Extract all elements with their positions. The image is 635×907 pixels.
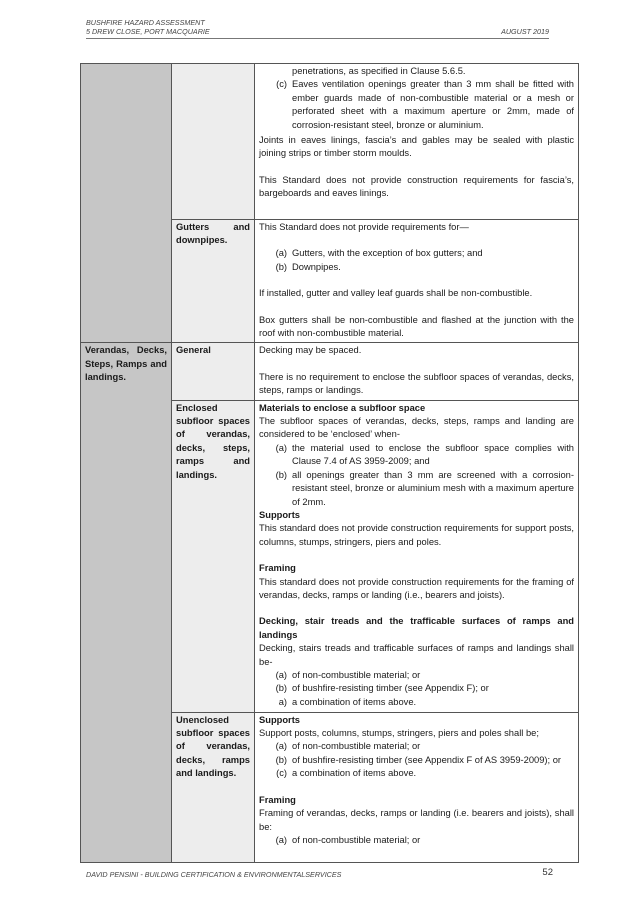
standard-paragraph: This Standard does not provide construction requirements for fascia’s, bargeboards and eaves linings. [259,174,574,199]
page-number: 52 [542,867,553,878]
page-header [86,18,549,36]
list-item: (b) Downpipes. [275,261,341,272]
category-cell: Verandas, Decks, Steps, Ramps and landings. [81,343,172,400]
joints-paragraph: Joints in eaves linings, fascia’s and gables may be sealed with plastic joining strips or timber storm moulds. [259,135,574,159]
requirement-cell: This Standard does not provide requirements for— (a) Gutters, with the exception of box gutters; and (b) Downpipes. If installed, gutter and valley leaf guards shall be non-combustible. Box gutters shall be non-combustible and flashed at the junction with the roof with non-combustible material. [255,220,579,343]
requirement-cell: Decking may be spaced. There is no requirement to enclose the subfloor spaces of verandas, decks, steps, ramps or landings. [255,343,579,400]
table-row [81,220,579,343]
section-heading: Supports [259,509,301,520]
list-item: (c) a combination of items above. [276,768,417,779]
header-date: AUGUST 2019 [501,27,549,36]
section-heading: Framing [259,794,296,805]
list-item: a) a combination of items above. [278,696,417,707]
requirement-cell [255,64,579,220]
table-row [81,712,579,862]
section-heading: Supports [259,714,301,725]
category-cell [81,64,172,220]
table-row [81,343,579,400]
requirement-cell: Materials to enclose a subfloor space The subfloor spaces of verandas, decks, steps, ramps and landing are considered to be ‘enclosed’ when- (a) the material used to enclose the subfloor space complies with Clause 7.4 of AS 3959-2009; and (b) all openings greater than 3 mm are screened with a corrosion-resistant steel, bronze or aluminium mesh with a maximum aperture of 2mm. Supports This standard does not provide construction requirements for support posts, columns, stumps, stringers, piers and poles. Framing This standard does not provide construction requirements for the framing of verandas, decks, ramps or landing (i.e., bearers and joists). Decking, stair treads and the trafficable surfaces of ramps and landings Decking, stairs treads and trafficable surfaces of ramps and landings shall be- (a) of non-combustible material; or (b) of bushfire-resisting timber (see Appendix F); or a) a combination of items above. [255,400,579,712]
list-item: (a) of non-combustible material; or [275,741,421,752]
element-cell: Gutters and downpipes. [172,220,255,343]
continued-line: penetrations, as specified in Clause 5.6.5. [292,66,466,76]
element-cell [172,64,255,220]
list-item: (b) of bushfire-resisting timber (see Appendix F of AS 3959-2009); or [275,754,562,765]
table-row [81,64,579,220]
header-title: BUSHFIRE HAZARD ASSESSMENT [86,18,205,27]
list-item: (a) of non-combustible material; or [275,834,421,845]
header-rule [86,38,549,39]
footer-company: DAVID PENSINI - BUILDING CERTIFICATION & ENVIRONMENTALSERVICES [86,870,342,879]
requirement-cell: Supports Support posts, columns, stumps, stringers, piers and poles shall be; (a) of non-combustible material; or (b) of bushfire-resisting timber (see Appendix F of AS 3959-2009); or (c) a combination of items above. Framing Framing of verandas, decks, ramps or landing (i.e. bearers and joists), shall be: (a) of non-combustible material; or [255,712,579,862]
table-row [81,400,579,712]
list-item: (b) all openings greater than 3 mm are screened with a corrosion-resistant steel, bronze or aluminium mesh with a maximum aperture of 2mm. [275,469,574,507]
category-cell [81,400,172,712]
requirements-table [80,63,579,863]
list-item: (c) Eaves ventilation openings greater than 3 mm shall be fitted with ember guards made of non-combustible material or a mesh or perforated sheet with a maximum aperture or 2mm, made of corrosion-resistant steel, bronze or aluminium. [276,79,574,130]
list-item: (a) the material used to enclose the subfloor space complies with Clause 7.4 of AS 3959-2009; and [275,442,574,467]
category-cell [81,220,172,343]
element-cell: Unenclosed subfloor spaces of verandas, decks, ramps and landings. [172,712,255,862]
list-item: (b) of bushfire-resisting timber (see Appendix F); or [275,683,489,694]
header-address: 5 DREW CLOSE, PORT MACQUARIE [86,27,210,36]
category-cell [81,712,172,862]
section-heading: Decking, stair treads and the trafficable surfaces of ramps and landings [259,616,574,640]
section-heading: Framing [259,563,296,574]
element-cell: General [172,343,255,400]
list-item: (a) of non-combustible material; or [275,669,421,680]
element-cell: Enclosed subfloor spaces of verandas, decks, steps, ramps and landings. [172,400,255,712]
section-heading: Materials to enclose a subfloor space [259,402,426,413]
list-item: (a) Gutters, with the exception of box gutters; and [275,248,483,259]
